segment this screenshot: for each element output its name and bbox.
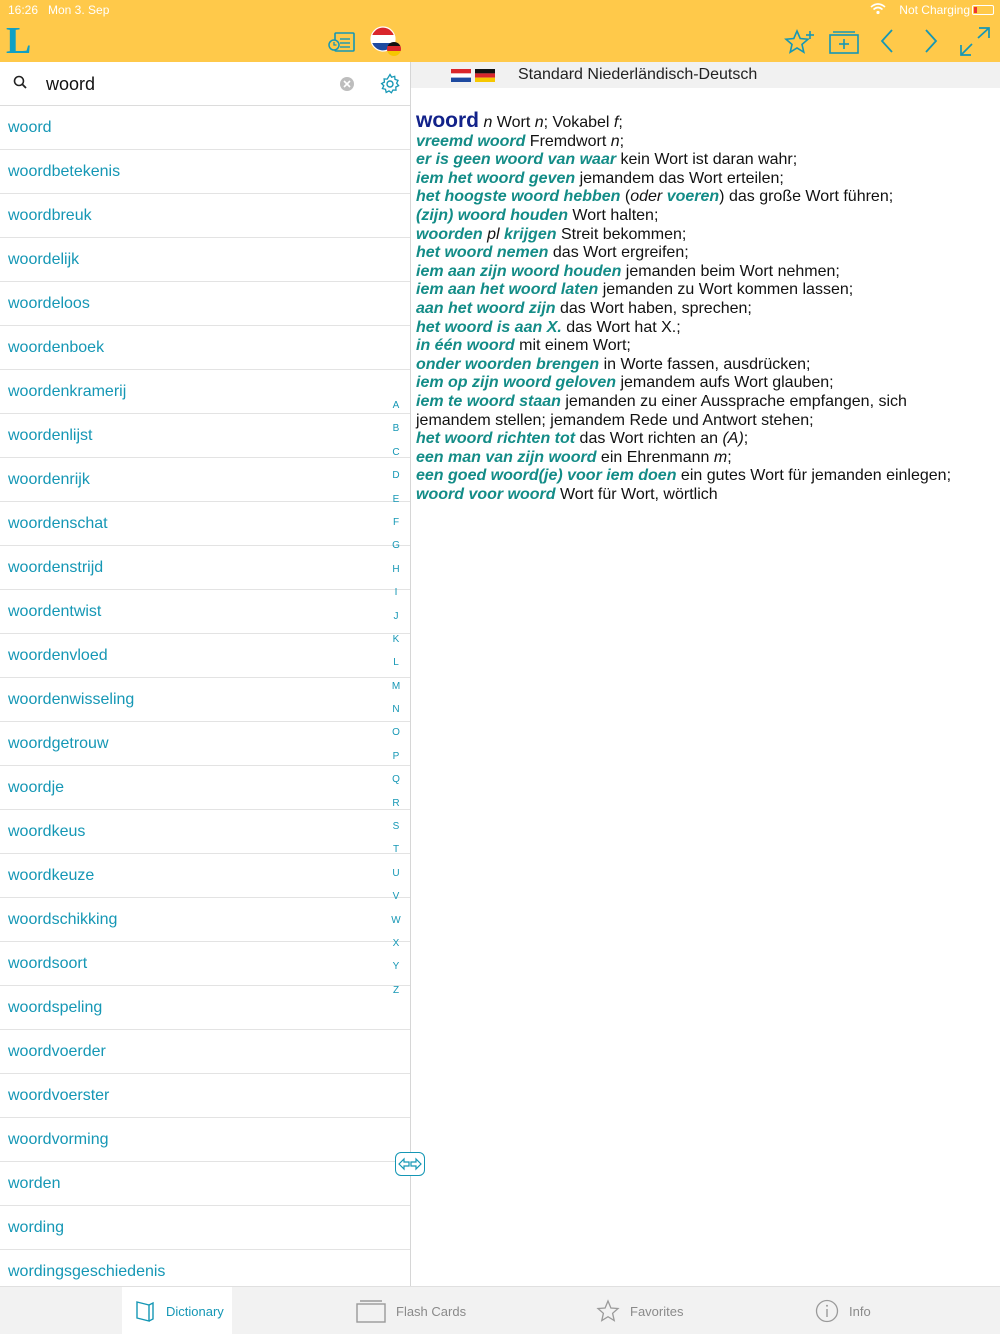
example-phrase: het woord nemen bbox=[416, 244, 549, 262]
forward-icon[interactable] bbox=[922, 28, 940, 54]
example-line bbox=[416, 207, 986, 226]
example-phrase: een goed woord(je) voor iem doen bbox=[416, 467, 677, 485]
example-line bbox=[416, 226, 986, 245]
panel-divider bbox=[410, 62, 411, 1286]
battery-icon bbox=[972, 5, 994, 15]
example-line bbox=[416, 300, 986, 319]
dictionary-icon bbox=[134, 1299, 156, 1323]
german-flag-icon bbox=[475, 69, 495, 82]
status-bar bbox=[0, 0, 1000, 20]
alphabet-letter[interactable]: Y bbox=[392, 961, 400, 973]
word-list-item[interactable]: woordspeling bbox=[0, 986, 410, 1030]
word-list-item[interactable]: woordenvloed bbox=[0, 634, 410, 678]
search-icon bbox=[12, 74, 30, 97]
word-list-item[interactable]: woordbetekenis bbox=[0, 150, 410, 194]
grammar-label: n bbox=[483, 114, 493, 131]
example-line bbox=[416, 151, 986, 170]
word-list-item[interactable]: woordenlijst bbox=[0, 414, 410, 458]
word-list-item[interactable]: woordentwist bbox=[0, 590, 410, 634]
example-line bbox=[416, 133, 986, 152]
example-line bbox=[416, 374, 986, 393]
example-line bbox=[416, 263, 986, 282]
alphabet-letter[interactable]: C bbox=[392, 446, 400, 458]
alphabet-letter[interactable]: Q bbox=[392, 774, 400, 786]
tab-flash-cards[interactable] bbox=[356, 1287, 486, 1334]
example-line bbox=[416, 467, 986, 486]
word-list-item[interactable]: woordkeus bbox=[0, 810, 410, 854]
example-translation: Wort halten; bbox=[567, 206, 659, 224]
example-phrase: voeren bbox=[666, 188, 720, 206]
example-translation: ( bbox=[620, 188, 631, 206]
alphabet-letter[interactable]: J bbox=[393, 610, 399, 622]
word-list-item[interactable]: woord bbox=[0, 106, 410, 150]
example-line bbox=[416, 449, 986, 468]
word-list-item[interactable]: woordelijk bbox=[0, 238, 410, 282]
example-phrase: iem aan het woord laten bbox=[416, 281, 599, 299]
language-flag-icon[interactable] bbox=[370, 26, 400, 56]
gear-icon[interactable] bbox=[379, 73, 401, 100]
example-translation: ; bbox=[619, 132, 625, 150]
tab-label: Favorites bbox=[630, 1303, 684, 1319]
example-phrase: het woord is aan X. bbox=[416, 318, 562, 336]
example-translation: mit einem Wort; bbox=[514, 337, 631, 355]
word-list-item[interactable]: woordenschat bbox=[0, 502, 410, 546]
alphabet-letter[interactable]: E bbox=[392, 493, 400, 505]
example-translation: in Worte fassen, ausdrücken; bbox=[599, 355, 811, 373]
alphabet-letter[interactable]: T bbox=[392, 844, 400, 856]
entry-headline bbox=[416, 109, 986, 133]
grammar-label: oder bbox=[630, 188, 663, 206]
example-line bbox=[416, 281, 986, 300]
example-phrase: het woord richten tot bbox=[416, 430, 576, 448]
example-phrase: iem aan zijn woord houden bbox=[416, 262, 622, 280]
example-translation: kein Wort ist daran wahr; bbox=[616, 151, 798, 169]
example-translation: ein gutes Wort für jemanden einlegen; bbox=[676, 467, 952, 485]
add-favorite-icon[interactable] bbox=[784, 28, 816, 56]
example-line bbox=[416, 356, 986, 375]
word-list-item[interactable]: wording bbox=[0, 1206, 410, 1250]
tab-label: Dictionary bbox=[166, 1303, 224, 1319]
top-bar bbox=[0, 0, 1000, 62]
example-phrase: aan het woord zijn bbox=[416, 299, 556, 317]
example-line bbox=[416, 319, 986, 338]
search-bar bbox=[0, 62, 410, 106]
tab-info[interactable] bbox=[815, 1287, 905, 1334]
example-translation: das Wort haben, sprechen; bbox=[555, 299, 752, 317]
example-translation: jemanden zu einer Aussprache empfangen, sich jemandem stellen; jemandem Rede und Antwort stehen; bbox=[416, 392, 907, 429]
search-input[interactable] bbox=[46, 70, 326, 98]
alphabet-letter[interactable]: B bbox=[392, 423, 400, 435]
example-phrase: iem op zijn woord geloven bbox=[416, 374, 617, 392]
example-translation: jemandem aufs Wort glauben; bbox=[616, 374, 834, 392]
example-phrase: het hoogste woord hebben bbox=[416, 188, 621, 206]
translation: ; Vokabel bbox=[543, 114, 614, 131]
bottom-tab-bar bbox=[0, 1286, 1000, 1334]
example-phrase: een man van zijn woord bbox=[416, 448, 597, 466]
word-list-item[interactable]: worden bbox=[0, 1162, 410, 1206]
alphabet-letter[interactable]: L bbox=[393, 657, 399, 669]
panel-resize-handle[interactable] bbox=[395, 1152, 425, 1176]
alphabet-letter[interactable]: D bbox=[392, 470, 400, 482]
alphabet-letter[interactable]: X bbox=[392, 937, 400, 949]
example-phrase: vreemd woord bbox=[416, 132, 526, 150]
tab-favorites[interactable] bbox=[596, 1287, 706, 1334]
favorites-star-icon bbox=[596, 1299, 620, 1323]
grammar-label: m bbox=[713, 448, 728, 466]
word-list-item[interactable]: woordenboek bbox=[0, 326, 410, 370]
history-icon[interactable] bbox=[328, 30, 356, 54]
example-phrase: krijgen bbox=[504, 225, 557, 243]
alphabet-letter[interactable]: V bbox=[392, 891, 400, 903]
example-translation: jemanden zu Wort kommen lassen; bbox=[598, 281, 854, 299]
tab-dictionary[interactable] bbox=[122, 1287, 232, 1334]
alphabet-letter[interactable]: M bbox=[391, 680, 401, 692]
word-list-item[interactable]: woordje bbox=[0, 766, 410, 810]
word-list-item[interactable]: woordkeuze bbox=[0, 854, 410, 898]
word-list-item[interactable]: woordeloos bbox=[0, 282, 410, 326]
dictionary-header bbox=[411, 62, 1000, 88]
example-translation: Streit bekommen; bbox=[556, 225, 687, 243]
alphabet-letter[interactable]: R bbox=[392, 797, 400, 809]
example-translation: ) das große Wort führen; bbox=[719, 188, 894, 206]
dictionary-title: Standard Niederländisch-Deutsch bbox=[518, 66, 758, 83]
alphabet-letter[interactable]: G bbox=[392, 540, 400, 552]
example-line bbox=[416, 486, 986, 505]
example-line bbox=[416, 170, 986, 189]
example-phrase: (zijn) woord houden bbox=[416, 206, 568, 224]
charging-status: Not Charging bbox=[899, 3, 970, 17]
grammar-label: n bbox=[534, 114, 544, 131]
example-translation: das Wort hat X.; bbox=[561, 318, 681, 336]
example-translation: das Wort ergreifen; bbox=[548, 244, 689, 262]
word-list-item[interactable]: woordenrijk bbox=[0, 458, 410, 502]
word-list-item[interactable]: woordvoerster bbox=[0, 1074, 410, 1118]
grammar-label: (A) bbox=[722, 430, 744, 448]
status-time: 16:26 bbox=[8, 3, 39, 17]
word-list-item[interactable]: woordenstrijd bbox=[0, 546, 410, 590]
translation: Wort bbox=[492, 114, 535, 131]
alphabet-letter[interactable]: H bbox=[392, 563, 400, 575]
example-phrase: woorden bbox=[416, 225, 483, 243]
alphabet-index[interactable] bbox=[386, 394, 406, 1002]
example-translation: Fremdwort bbox=[525, 132, 611, 150]
clear-search-icon[interactable] bbox=[339, 76, 355, 97]
example-line bbox=[416, 337, 986, 356]
word-list-item[interactable]: woordvoerder bbox=[0, 1030, 410, 1074]
add-flashcard-icon[interactable] bbox=[828, 29, 860, 55]
tab-label: Info bbox=[849, 1303, 871, 1319]
alphabet-letter[interactable]: A bbox=[392, 400, 400, 411]
flash-cards-icon bbox=[356, 1299, 386, 1323]
dictionary-entry bbox=[416, 109, 986, 504]
example-translation: das Wort richten an bbox=[575, 430, 723, 448]
alphabet-letter[interactable]: N bbox=[392, 704, 400, 716]
tab-label: Flash Cards bbox=[396, 1303, 467, 1319]
grammar-label: pl bbox=[487, 225, 500, 243]
alphabet-letter[interactable]: P bbox=[392, 750, 400, 762]
word-list-item[interactable]: woordenwisseling bbox=[0, 678, 410, 722]
alphabet-letter[interactable]: S bbox=[392, 821, 400, 833]
alphabet-letter[interactable]: Z bbox=[392, 984, 400, 996]
app-logo: L bbox=[6, 20, 32, 62]
example-line bbox=[416, 430, 986, 449]
word-list-item[interactable]: woordschikking bbox=[0, 898, 410, 942]
status-date: Mon 3. Sep bbox=[48, 3, 110, 17]
alphabet-letter[interactable]: O bbox=[392, 727, 400, 739]
dutch-flag-icon bbox=[451, 69, 471, 82]
word-list-item[interactable]: woordbreuk bbox=[0, 194, 410, 238]
word-list-item[interactable]: wordingsgeschiedenis bbox=[0, 1250, 410, 1286]
alphabet-letter[interactable]: F bbox=[392, 516, 400, 528]
word-list-item[interactable]: woordsoort bbox=[0, 942, 410, 986]
example-translation: ; bbox=[727, 448, 732, 466]
example-line bbox=[416, 393, 986, 430]
alphabet-letter[interactable]: W bbox=[391, 914, 401, 926]
example-translation: jemanden beim Wort nehmen; bbox=[621, 262, 840, 280]
grammar-label: n bbox=[610, 132, 620, 150]
word-list-item[interactable]: woordenkramerij bbox=[0, 370, 410, 414]
alphabet-letter[interactable]: U bbox=[392, 867, 400, 879]
back-icon[interactable] bbox=[878, 28, 896, 54]
headword: woord bbox=[416, 109, 479, 132]
info-icon bbox=[815, 1299, 839, 1323]
word-list bbox=[0, 106, 410, 1286]
alphabet-letter[interactable]: K bbox=[392, 633, 400, 645]
example-translation: jemandem das Wort erteilen; bbox=[575, 169, 784, 187]
example-phrase: er is geen woord van waar bbox=[416, 151, 617, 169]
alphabet-letter[interactable]: I bbox=[394, 587, 398, 599]
expand-icon[interactable] bbox=[958, 26, 992, 58]
example-phrase: woord voor woord bbox=[416, 485, 556, 503]
example-line bbox=[416, 244, 986, 263]
word-list-item[interactable]: woordvorming bbox=[0, 1118, 410, 1162]
example-translation: ; bbox=[743, 430, 749, 448]
example-translation: Wort für Wort, wörtlich bbox=[555, 485, 718, 503]
example-translation: ein Ehrenmann bbox=[596, 448, 714, 466]
wifi-icon bbox=[870, 3, 886, 18]
word-list-item[interactable]: woordgetrouw bbox=[0, 722, 410, 766]
grammar-label: f bbox=[613, 114, 619, 131]
example-phrase: onder woorden brengen bbox=[416, 355, 600, 373]
example-phrase: in één woord bbox=[416, 337, 515, 355]
example-line bbox=[416, 188, 986, 207]
translation: ; bbox=[618, 114, 623, 131]
example-phrase: iem te woord staan bbox=[416, 392, 561, 410]
example-phrase: iem het woord geven bbox=[416, 169, 576, 187]
